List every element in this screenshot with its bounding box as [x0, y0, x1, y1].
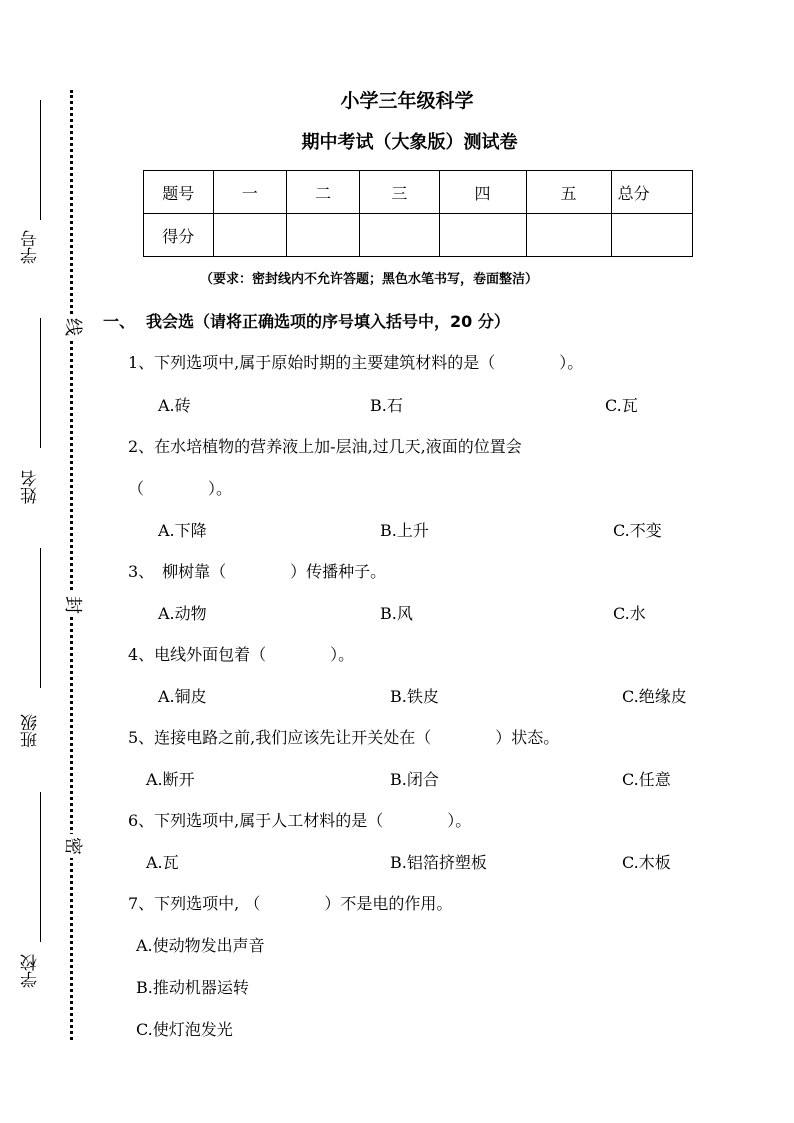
score-cell[interactable] [213, 214, 286, 257]
class-line [40, 548, 41, 688]
exam-title: 小学三年级科学 [340, 90, 474, 112]
q1-option-a: A.砖 [158, 396, 191, 415]
score-header-cell: 题号 [144, 171, 214, 214]
q7-option-a: A.使动物发出声音 [136, 936, 265, 955]
q2-option-b: B.上升 [380, 521, 429, 540]
q3-option-b: B.风 [380, 604, 413, 623]
school-line [40, 792, 41, 942]
seal-char-secret: 密 [60, 834, 84, 858]
score-table [143, 170, 693, 257]
score-row-label: 得分 [144, 214, 214, 257]
question-2-blank: （ ）。 [128, 479, 233, 498]
question-2: 2、在水培植物的营养液上加-层油,过几天,液面的位置会 [128, 437, 522, 456]
student-id-label: 学号 [21, 230, 41, 264]
section-number: 一、 [103, 312, 136, 331]
q2-option-a: A.下降 [158, 521, 207, 540]
q4-option-a: A.铜皮 [158, 687, 207, 706]
score-cell[interactable] [286, 214, 359, 257]
question-4: 4、电线外面包着（ ）。 [128, 645, 355, 664]
score-table-score-row [144, 214, 693, 257]
q7-option-b: B.推动机器运转 [136, 978, 249, 997]
score-header-cell: 四 [439, 171, 526, 214]
question-7: 7、下列选项中, （ ）不是电的作用。 [128, 894, 453, 913]
binding-margin [0, 0, 100, 1123]
q3-option-c: C.水 [613, 604, 646, 623]
q3-option-a: A.动物 [158, 604, 207, 623]
score-header-cell: 二 [286, 171, 359, 214]
name-label: 姓名 [21, 470, 41, 504]
name-line [40, 318, 41, 448]
q6-option-a: A.瓦 [146, 853, 179, 872]
question-5: 5、连接电路之前,我们应该先让开关处在（ ）状态。 [128, 728, 560, 747]
score-header-cell: 五 [526, 171, 611, 214]
q6-option-b: B.铝箔挤塑板 [390, 853, 487, 872]
q7-option-c: C.使灯泡发光 [136, 1020, 233, 1039]
student-id-field [18, 100, 44, 280]
q5-option-c: C.任意 [622, 770, 671, 789]
requirement-note: （要求：密封线内不允许答题；黑色水笔书写，卷面整洁） [200, 272, 539, 287]
score-table-header-row [144, 171, 693, 214]
question-1: 1、下列选项中,属于原始时期的主要建筑材料的是（ ）。 [128, 353, 584, 372]
q4-option-b: B.铁皮 [390, 687, 439, 706]
q5-option-a: A.断开 [146, 770, 195, 789]
class-label: 班级 [21, 714, 41, 748]
q5-option-b: B.闭合 [390, 770, 439, 789]
school-field [18, 792, 44, 1002]
score-header-cell: 一 [213, 171, 286, 214]
school-label: 学校 [21, 954, 41, 988]
seal-char-seal: 封 [60, 593, 84, 617]
score-cell[interactable] [526, 214, 611, 257]
q4-option-c: C.绝缘皮 [622, 687, 687, 706]
section-title: 我会选（请将正确选项的序号填入括号中，20 分） [146, 312, 510, 331]
q2-option-c: C.不变 [613, 521, 662, 540]
score-cell[interactable] [439, 214, 526, 257]
question-3: 3、 柳树靠（ ）传播种子。 [128, 562, 387, 581]
class-field [18, 548, 44, 758]
score-cell[interactable] [611, 214, 692, 257]
score-cell[interactable] [360, 214, 439, 257]
section-heading [103, 309, 510, 332]
q1-option-c: C.瓦 [605, 396, 638, 415]
name-field [18, 318, 44, 518]
seal-char-line: 线 [60, 315, 84, 339]
q1-option-b: B.石 [370, 396, 403, 415]
score-header-cell: 总分 [611, 171, 692, 214]
q6-option-c: C.木板 [622, 853, 671, 872]
score-header-cell: 三 [360, 171, 439, 214]
student-id-line [40, 100, 41, 220]
exam-subtitle: 期中考试（大象版）测试卷 [301, 132, 518, 153]
question-6: 6、下列选项中,属于人工材料的是（ ）。 [128, 811, 472, 830]
seal-dotted-line [70, 90, 73, 1040]
